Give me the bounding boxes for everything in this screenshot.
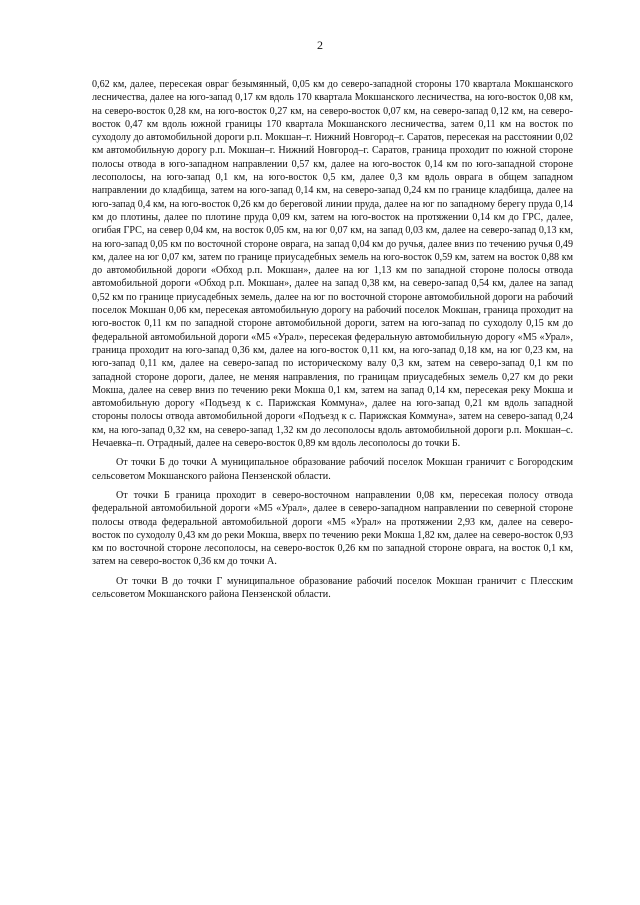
page-number: 2: [317, 38, 323, 52]
paragraph-b-boundary: От точки Б граница проходит в северо-восточном направлении 0,08 км, пересекая полосу отвода федеральной автомобильной дороги «М5 «Урал», далее в северо-западном направлении по северной стороне полосы отвода федеральной автомобильной дороги «М5 «Урал» на протяжении 2,93 км, далее на северо-восток по суходолу 0,43 км до реки Мокша, вверх по течению реки Мокша 1,82 км, далее на северо-восток 0,93 км по восточной стороне лесополосы, на северо-восток 0,26 км по западной стороне оврага, на восток 0,1 км, затем на северо-восток 0,36 км до точки А.: [92, 489, 573, 568]
paragraph-boundary-continuation: 0,62 км, далее, пересекая овраг безымянный, 0,05 км до северо-западной стороны 170 квартала Мокшанского лесничества, далее на юго-запад 0,17 км вдоль 170 квартала Мокшанского лесничества, на юго-восток 0,08 км, на северо-восток 0,28 км, на юго-восток 0,27 км, на северо-восток 0,07 км, на северо-запад 0,12 км, на северо-восток 0,47 км вдоль южной границы 170 квартала Мокшанского лесничества, затем 0,11 км на восток по суходолу до автомобильной дороги р.п. Мокшан–г. Нижний Новгород–г. Саратов, пересекая на расстоянии 0,02 км автомобильную дорогу р.п. Мокшан–г. Нижний Новгород–г. Саратов, граница проходит по южной стороне полосы отвода в юго-западном направлении 0,57 км, далее на юго-восток 0,14 км по юго-западной стороне лесополосы, на юго-запад 0,1 км, на юго-восток 0,5 км, далее 0,3 км вдоль оврага в общем западном направлении до кладбища, затем на юго-запад 0,14 км, на северо-запад 0,24 км по границе кладбища, далее на юго-запад 0,4 км, на юго-восток 0,26 км до береговой линии пруда, далее на юг по западному берегу пруда 0,14 км до плотины, далее по плотине пруда 0,09 км, затем на юго-восток на протяжении 0,14 км до ГРС, далее, огибая ГРС, на север 0,04 км, на восток 0,05 км, на юг 0,07 км, на запад 0,03 км, далее на северо-запад 0,13 км, на юго-запад 0,05 км по восточной стороне оврага, на запад 0,04 км до ручья, далее вниз по течению ручья 0,49 км, далее на юг 0,07 км, затем по границе приусадебных земель на юго-восток 0,59 км, затем на восток 0,88 км до автомобильной дороги «Обход р.п. Мокшан», далее на юг 1,13 км по западной стороне полосы отвода автомобильной дороги «Обход р.п. Мокшан», далее на запад 0,38 км, на северо-запад 0,54 км, далее на запад 0,52 км по границе приусадебных земель, далее на юг по восточной стороне автомобильной дороги на рабочий поселок Мокшан 0,06 км, пересекая автомобильную дорогу на рабочий поселок Мокшан, граница проходит на юго-восток 0,11 км по западной стороне автомобильной дороги, затем на юго-запад по суходолу 0,15 км до федеральной автомобильной дороги «М5 «Урал», пересекая федеральную автомобильную дорогу «М5 «Урал», граница проходит на юго-запад 0,36 км, далее на юго-восток 0,11 км, на юго-запад 0,18 км, на юг 0,23 км, на юго-запад 0,11 км, далее на северо-запад по историческому валу 0,3 км, затем на северо-запад 0,1 км по западной стороне дороги, далее, не меняя направления, по границам приусадебных земель 0,27 км до реки Мокша, далее на север вниз по течению реки Мокша 0,1 км, затем на запад 0,14 км, пересекая реку Мокша и автомобильную дорогу «Подъезд к с. Парижская Коммуна», далее на юго-запад 0,21 км вдоль западной стороны полосы отвода автомобильной дороги «Подъезд к с. Парижская Коммуна», затем на северо-запад 0,24 км, на юго-запад 0,32 км, на северо-запад 1,32 км до лесополосы вдоль автомобильной дороги р.п. Мокшан–с. Нечаевка–п. Отрадный, далее на северо-восток 0,89 км вдоль лесополосы до точки Б.: [92, 79, 573, 450]
paragraph-b-to-a-neighbor: От точки Б до точки А муниципальное образование рабочий поселок Мокшан граничит с Богородским сельсоветом Мокшанского района Пензенской области.: [92, 457, 573, 482]
paragraph-v-to-g-neighbor: От точки В до точки Г муниципальное образование рабочий поселок Мокшан граничит с Плесским сельсоветом Мокшанского района Пензенской области.: [92, 575, 573, 600]
document-body: [92, 78, 573, 607]
